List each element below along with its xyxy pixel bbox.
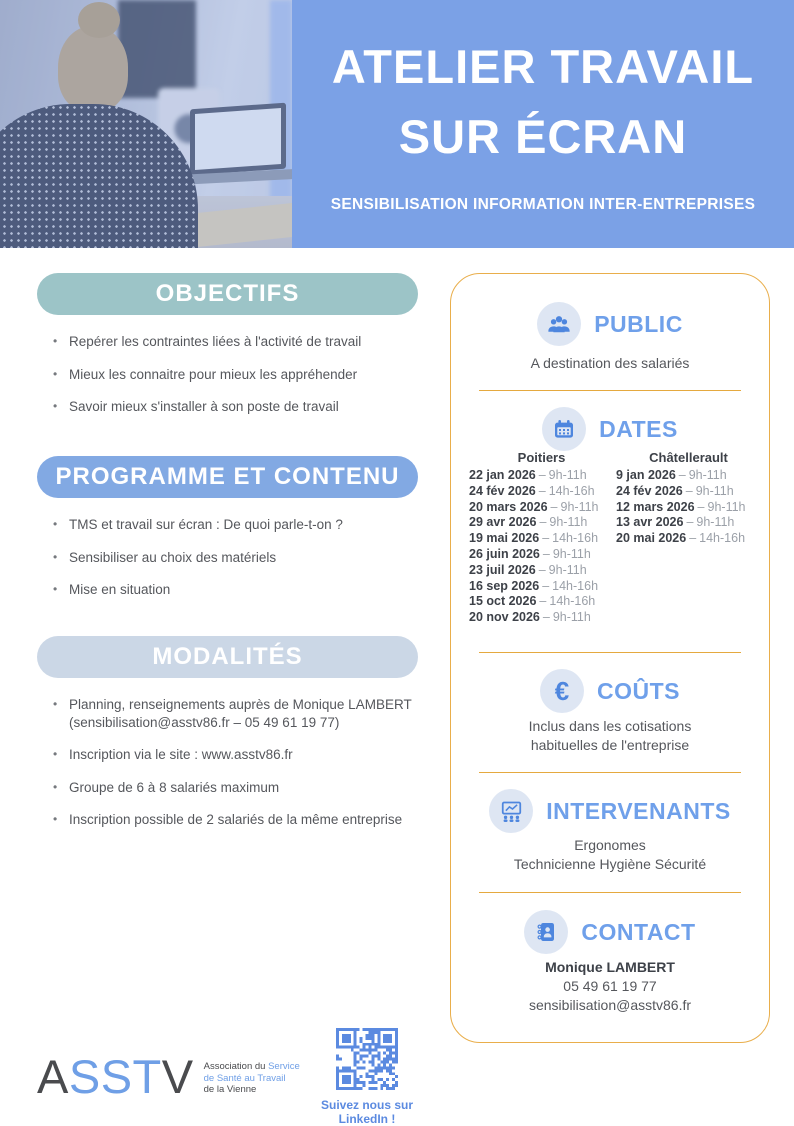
logo-letter-dark: V xyxy=(161,1050,194,1103)
date-entry: 16 sep 2026 – 14h-16h xyxy=(469,578,599,593)
modalites-heading: MODALITÉS xyxy=(37,636,418,678)
couts-section-header xyxy=(451,669,769,713)
tagline-line3: de la Vienne xyxy=(203,1084,257,1096)
section-objectifs xyxy=(37,273,418,431)
intervenants-title: INTERVENANTS xyxy=(546,797,731,824)
contact-section-header xyxy=(451,910,769,954)
contact-phone: 05 49 61 19 77 xyxy=(563,978,657,994)
date-entry: 22 jan 2026 – 9h-11h xyxy=(469,468,587,482)
modalites-item: • Planning, renseignements auprès de Monique LAMBERT (sensibilisation@asstv86.fr – 05 49 61 19 77) xyxy=(51,696,418,731)
contact-name: Monique LAMBERT xyxy=(545,959,675,975)
flyer-title-line2: SUR ÉCRAN xyxy=(398,110,688,163)
modalites-item: • Groupe de 6 à 8 salariés maximum xyxy=(51,779,418,797)
public-text: A destination des salariés xyxy=(530,355,690,371)
flyer-subtitle: SENSIBILISATION INFORMATION INTER-ENTREPRISES xyxy=(330,196,756,213)
dates-title: DATES xyxy=(599,415,678,442)
dates-column-chatellerault xyxy=(614,450,761,626)
asstv-logo-text xyxy=(37,1050,194,1103)
objectifs-item: • Mieux les connaitre pour mieux les appréhender xyxy=(51,366,418,384)
date-entry: 13 avr 2026 – 9h-11h xyxy=(616,515,735,530)
intervenants-line: Technicienne Hygiène Sécurité xyxy=(513,856,707,872)
euro-icon xyxy=(540,669,584,713)
divider xyxy=(479,652,741,653)
programme-item: • TMS et travail sur écran : De quoi parle-t-on ? xyxy=(51,516,418,534)
divider xyxy=(479,772,741,773)
contact-title: CONTACT xyxy=(581,918,696,945)
modalites-item: • Inscription via le site : www.asstv86.fr xyxy=(51,746,418,764)
divider xyxy=(479,390,741,391)
programme-list xyxy=(51,516,418,599)
dates-list-chatellerault xyxy=(616,468,761,547)
couts-text: Inclus dans les cotisations habituelles de l'entreprise xyxy=(528,718,692,753)
asstv-logo xyxy=(37,1050,300,1103)
couts-title: COÛTS xyxy=(597,677,680,704)
linkedin-caption: Suivez nous sur LinkedIn ! xyxy=(320,1098,414,1126)
date-entry: 24 fév 2026 – 9h-11h xyxy=(616,483,734,498)
contact-details xyxy=(451,958,769,1015)
tagline-line1-blue: Service xyxy=(268,1061,300,1073)
programme-heading: PROGRAMME ET CONTENU xyxy=(37,456,418,498)
city-header-poitiers: Poitiers xyxy=(517,450,566,465)
programme-item: • Sensibiliser au choix des matériels xyxy=(51,549,418,567)
section-modalites xyxy=(37,636,418,844)
section-programme xyxy=(37,456,418,614)
contact-email: sensibilisation@asstv86.fr xyxy=(528,997,692,1013)
header-banner xyxy=(292,0,794,248)
linkedin-qr-code xyxy=(336,1028,398,1090)
intervenants-section-header xyxy=(451,789,769,833)
objectifs-list xyxy=(51,333,418,416)
divider xyxy=(479,892,741,893)
date-entry: 26 juin 2026 – 9h-11h xyxy=(469,546,591,561)
trainer-icon xyxy=(489,789,533,833)
euro-glyph: € xyxy=(554,676,570,706)
modalites-list xyxy=(51,696,418,829)
public-section-header xyxy=(451,302,769,346)
modalites-item: • Inscription possible de 2 salariés de la même entreprise xyxy=(51,811,418,829)
date-entry: 12 mars 2026 – 9h-11h xyxy=(616,499,746,514)
programme-item: • Mise en situation xyxy=(51,581,418,599)
flyer-title-line1: ATELIER TRAVAIL xyxy=(331,40,755,93)
dates-list-poitiers xyxy=(469,468,614,626)
contact-book-icon xyxy=(524,910,568,954)
intervenants-line: Ergonomes xyxy=(574,837,646,853)
tagline-line2: de Santé au Travail xyxy=(203,1072,286,1084)
date-entry: 20 mai 2026 – 14h-16h xyxy=(616,531,746,546)
date-entry: 29 avr 2026 – 9h-11h xyxy=(469,515,588,530)
public-title: PUBLIC xyxy=(594,310,683,337)
people-icon xyxy=(537,302,581,346)
dates-columns xyxy=(465,450,761,626)
logo-letter-dark: A xyxy=(37,1050,69,1103)
intervenants-text xyxy=(451,836,769,874)
date-entry: 15 oct 2026 – 14h-16h xyxy=(469,594,596,609)
date-entry: 20 mars 2026 – 9h-11h xyxy=(469,499,599,514)
date-entry: 9 jan 2026 – 9h-11h xyxy=(616,468,727,482)
date-entry: 23 juil 2026 – 9h-11h xyxy=(469,562,587,577)
city-header-chatellerault: Châtellerault xyxy=(649,450,728,465)
objectifs-heading: OBJECTIFS xyxy=(37,273,418,315)
asstv-logo-tagline xyxy=(204,1057,300,1096)
objectifs-item: • Savoir mieux s'installer à son poste de travail xyxy=(51,398,418,416)
date-entry: 24 fév 2026 – 14h-16h xyxy=(469,483,595,498)
header-photo xyxy=(0,0,292,248)
calendar-icon xyxy=(542,407,586,451)
dates-column-poitiers xyxy=(465,450,614,626)
photo-blue-tint-overlay xyxy=(0,0,292,248)
info-card xyxy=(450,273,770,1043)
objectifs-item: • Repérer les contraintes liées à l'activité de travail xyxy=(51,333,418,351)
tagline-line1-dark: Association du xyxy=(203,1061,269,1073)
flyer-title xyxy=(292,0,794,172)
linkedin-block xyxy=(297,1028,437,1126)
date-entry: 20 nov 2026 – 9h-11h xyxy=(469,610,591,625)
date-entry: 19 mai 2026 – 14h-16h xyxy=(469,531,599,546)
logo-letters-blue: SST xyxy=(68,1050,162,1103)
dates-section-header xyxy=(451,407,769,451)
